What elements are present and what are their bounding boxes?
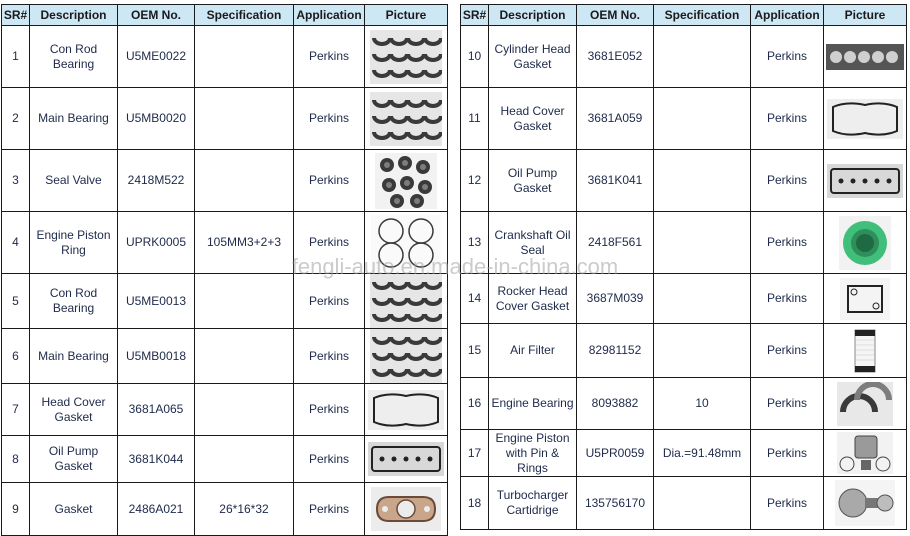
sr-cell: 10 [461, 26, 489, 88]
table-row [461, 324, 907, 378]
oem-no-cell: 82981152 [577, 324, 654, 378]
oem-no-cell: 135756170 [577, 477, 654, 530]
oem-no-cell: U5MB0018 [118, 329, 195, 384]
application-cell: Perkins [751, 150, 824, 212]
application-cell: Perkins [294, 483, 365, 536]
oem-no-cell: 3681A065 [118, 384, 195, 436]
oem-no-cell: 3687M039 [577, 274, 654, 324]
specification-cell [195, 150, 294, 212]
sr-cell: 9 [2, 483, 30, 536]
parts-table-left [1, 4, 448, 536]
sr-cell: 13 [461, 212, 489, 274]
description-cell: Turbocharger Cartidrige [489, 477, 577, 530]
sr-cell: 17 [461, 430, 489, 477]
table-row [2, 329, 448, 384]
picture-cell [365, 88, 448, 150]
bearing-shells-icon [367, 274, 445, 328]
oem-no-cell: 3681K044 [118, 436, 195, 483]
header-sr: SR# [2, 5, 30, 26]
specification-cell [654, 26, 751, 88]
sr-cell: 5 [2, 274, 30, 329]
sr-cell: 15 [461, 324, 489, 378]
header-oem-no: OEM No. [577, 5, 654, 26]
table-header-row [461, 5, 907, 26]
oem-no-cell: U5ME0013 [118, 274, 195, 329]
description-cell: Con Rod Bearing [30, 274, 118, 329]
piston-kit-icon [826, 432, 904, 474]
header-application: Application [294, 5, 365, 26]
application-cell: Perkins [751, 212, 824, 274]
specification-cell [195, 329, 294, 384]
table-row [2, 384, 448, 436]
picture-cell [365, 150, 448, 212]
sr-cell: 2 [2, 88, 30, 150]
oem-no-cell: U5ME0022 [118, 26, 195, 88]
picture-cell [824, 477, 907, 530]
description-cell: Engine Piston with Pin & Rings [489, 430, 577, 477]
picture-cell [824, 378, 907, 430]
picture-cell [365, 436, 448, 483]
description-cell: Engine Bearing [489, 378, 577, 430]
sr-cell: 12 [461, 150, 489, 212]
head-gasket-icon [826, 44, 904, 70]
bearing-shells-icon [367, 30, 445, 84]
header-picture: Picture [824, 5, 907, 26]
specification-cell: 26*16*32 [195, 483, 294, 536]
table-row [461, 88, 907, 150]
picture-cell [365, 212, 448, 274]
description-cell: Gasket [30, 483, 118, 536]
parts-table-right [460, 4, 907, 530]
specification-cell: 10 [654, 378, 751, 430]
sr-cell: 11 [461, 88, 489, 150]
oem-no-cell: 8093882 [577, 378, 654, 430]
table-row [461, 430, 907, 477]
header-description: Description [30, 5, 118, 26]
rocker-gasket-icon [826, 278, 904, 320]
specification-cell [195, 26, 294, 88]
table-row [2, 436, 448, 483]
description-cell: Oil Pump Gasket [489, 150, 577, 212]
oem-no-cell: 3681K041 [577, 150, 654, 212]
sr-cell: 7 [2, 384, 30, 436]
specification-cell [654, 150, 751, 212]
table-row [461, 378, 907, 430]
oem-no-cell: U5PR0059 [577, 430, 654, 477]
description-cell: Con Rod Bearing [30, 26, 118, 88]
description-cell: Seal Valve [30, 150, 118, 212]
picture-cell [824, 324, 907, 378]
table-row [2, 274, 448, 329]
picture-cell [824, 430, 907, 477]
bearing-shells-icon [367, 92, 445, 146]
header-description: Description [489, 5, 577, 26]
table-row [2, 26, 448, 88]
table-row [461, 26, 907, 88]
picture-cell [824, 150, 907, 212]
application-cell: Perkins [751, 324, 824, 378]
picture-cell [824, 212, 907, 274]
application-cell: Perkins [751, 378, 824, 430]
header-sr: SR# [461, 5, 489, 26]
specification-cell [654, 212, 751, 274]
description-cell: Crankshaft Oil Seal [489, 212, 577, 274]
sr-cell: 16 [461, 378, 489, 430]
sr-cell: 8 [2, 436, 30, 483]
picture-cell [824, 26, 907, 88]
watermark-text: fengli-auto.en.made-in-china.com [291, 254, 619, 279]
oem-no-cell: UPRK0005 [118, 212, 195, 274]
description-cell: Main Bearing [30, 329, 118, 384]
cover-gasket-icon [826, 99, 904, 139]
application-cell: Perkins [294, 150, 365, 212]
oem-no-cell: U5MB0020 [118, 88, 195, 150]
application-cell: Perkins [294, 212, 365, 274]
sr-cell: 3 [2, 150, 30, 212]
application-cell: Perkins [294, 329, 365, 384]
header-application: Application [751, 5, 824, 26]
application-cell: Perkins [294, 88, 365, 150]
application-cell: Perkins [294, 436, 365, 483]
specification-cell [654, 88, 751, 150]
oem-no-cell: 2486A021 [118, 483, 195, 536]
valve-seals-icon [367, 153, 445, 209]
table-row [461, 477, 907, 530]
picture-cell [365, 329, 448, 384]
header-specification: Specification [195, 5, 294, 26]
picture-cell [365, 483, 448, 536]
table-row [2, 150, 448, 212]
specification-cell [195, 88, 294, 150]
bearing-shells-icon [367, 329, 445, 383]
description-cell: Cylinder Head Gasket [489, 26, 577, 88]
table-row [2, 212, 448, 274]
table-header-row [2, 5, 448, 26]
description-cell: Engine Piston Ring [30, 212, 118, 274]
specification-cell [654, 477, 751, 530]
picture-cell [824, 274, 907, 324]
sr-cell: 6 [2, 329, 30, 384]
table-row [461, 212, 907, 274]
header-oem-no: OEM No. [118, 5, 195, 26]
oem-no-cell: 3681A059 [577, 88, 654, 150]
picture-cell [365, 274, 448, 329]
description-cell: Main Bearing [30, 88, 118, 150]
turbo-cartridge-icon [826, 480, 904, 526]
flat-gasket-icon [826, 164, 904, 198]
application-cell: Perkins [294, 26, 365, 88]
application-cell: Perkins [294, 384, 365, 436]
application-cell: Perkins [751, 477, 824, 530]
sr-cell: 1 [2, 26, 30, 88]
description-cell: Head Cover Gasket [30, 384, 118, 436]
air-filter-icon [826, 328, 904, 374]
header-specification: Specification [654, 5, 751, 26]
oem-no-cell: 3681E052 [577, 26, 654, 88]
sr-cell: 4 [2, 212, 30, 274]
oil-seal-icon [826, 216, 904, 270]
application-cell: Perkins [294, 274, 365, 329]
sr-cell: 14 [461, 274, 489, 324]
specification-cell: Dia.=91.48mm [654, 430, 751, 477]
description-cell: Air Filter [489, 324, 577, 378]
piston-rings-icon [367, 215, 445, 271]
specification-cell [195, 436, 294, 483]
application-cell: Perkins [751, 274, 824, 324]
table-row [2, 483, 448, 536]
application-cell: Perkins [751, 26, 824, 88]
picture-cell [365, 26, 448, 88]
specification-cell [195, 384, 294, 436]
application-cell: Perkins [751, 430, 824, 477]
specification-cell: 105MM3+2+3 [195, 212, 294, 274]
picture-cell [365, 384, 448, 436]
specification-cell [654, 274, 751, 324]
picture-cell [824, 88, 907, 150]
engine-bearing-icon [826, 382, 904, 426]
specification-cell [654, 324, 751, 378]
oem-no-cell: 2418M522 [118, 150, 195, 212]
sr-cell: 18 [461, 477, 489, 530]
description-cell: Rocker Head Cover Gasket [489, 274, 577, 324]
application-cell: Perkins [751, 88, 824, 150]
table-row [461, 150, 907, 212]
flat-gasket-icon [367, 442, 445, 476]
table-row [2, 88, 448, 150]
description-cell: Head Cover Gasket [489, 88, 577, 150]
specification-cell [195, 274, 294, 329]
description-cell: Oil Pump Gasket [30, 436, 118, 483]
flange-gasket-icon [367, 487, 445, 531]
oem-no-cell: 2418F561 [577, 212, 654, 274]
header-picture: Picture [365, 5, 448, 26]
table-row [461, 274, 907, 324]
cover-gasket-icon [367, 390, 445, 430]
